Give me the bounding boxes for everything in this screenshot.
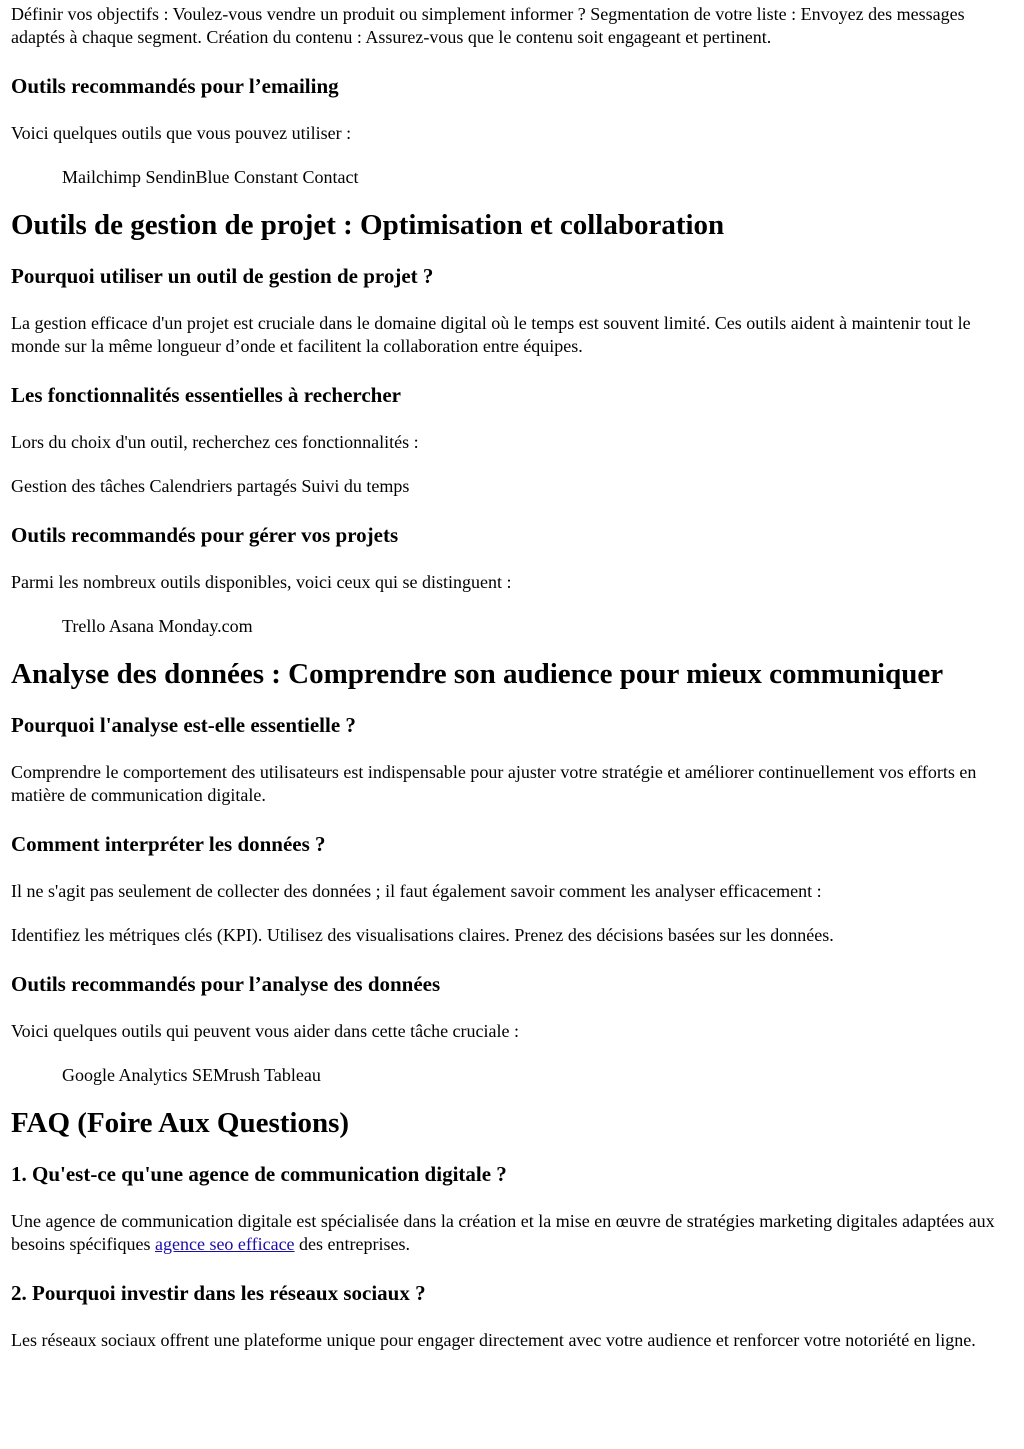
pm-why-heading: Pourquoi utiliser un outil de gestion de projet ? [11,264,434,288]
data-analysis-section-title: Analyse des données : Comprendre son audience pour mieux communiquer [11,658,944,690]
data-why-heading: Pourquoi l'analyse est-elle essentielle ? [11,713,356,737]
intro-paragraph: Définir vos objectifs : Voulez-vous vendre un produit ou simplement informer ? Segmentation de votre liste : Envoyez des messages adaptés à chaque segment. Création du contenu : Assurez-vous que le contenu soit engageant et pertinent. [11,4,965,47]
emailing-tools-intro: Voici quelques outils que vous pouvez utiliser : [11,123,352,143]
emailing-tools-heading: Outils recommandés pour l’emailing [11,74,339,98]
faq2-answer: Les réseaux sociaux offrent une plateforme unique pour engager directement avec votre audience et renforcer votre notoriété en ligne. [11,1330,976,1350]
faq1-answer-before: Une agence de communication digitale est spécialisée dans la création et la mise en œuvre de stratégies marketing digitales adaptées aux besoins spécifiques [11,1211,995,1254]
pm-why-text: La gestion efficace d'un projet est cruciale dans le domaine digital où le temps est souvent limité. Ces outils aident à maintenir tout le monde sur la même longueur d’onde et facilitent la collaboration entre équipes. [11,313,971,356]
faq1-answer [11,1210,1013,1256]
pm-features-heading: Les fonctionnalités essentielles à rechercher [11,383,401,407]
pm-tools-intro: Parmi les nombreux outils disponibles, voici ceux qui se distinguent : [11,572,512,592]
pm-tools-heading: Outils recommandés pour gérer vos projets [11,523,399,547]
data-interpret-heading: Comment interpréter les données ? [11,832,326,856]
pm-features-list: Gestion des tâches Calendriers partagés Suivi du temps [11,476,410,496]
data-why-text: Comprendre le comportement des utilisateurs est indispensable pour ajuster votre stratégie et améliorer continuellement vos efforts en matière de communication digitale. [11,762,977,805]
pm-features-intro: Lors du choix d'un outil, recherchez ces fonctionnalités : [11,432,419,452]
agence-seo-link[interactable]: agence seo efficace [154,1234,295,1254]
data-interpret-list: Identifiez les métriques clés (KPI). Utilisez des visualisations claires. Prenez des décisions basées sur les données. [11,925,834,945]
project-management-section-title: Outils de gestion de projet : Optimisation et collaboration [11,209,725,241]
pm-tools-list: Trello Asana Monday.com [62,616,253,636]
emailing-tools-list: Mailchimp SendinBlue Constant Contact [62,167,359,187]
data-tools-intro: Voici quelques outils qui peuvent vous aider dans cette tâche cruciale : [11,1021,520,1041]
faq-title: FAQ (Foire Aux Questions) [11,1107,350,1139]
article [0,3,1024,1352]
data-tools-heading: Outils recommandés pour l’analyse des données [11,972,441,996]
data-tools-list: Google Analytics SEMrush Tableau [62,1065,321,1085]
faq1-question: 1. Qu'est-ce qu'une agence de communication digitale ? [11,1162,507,1186]
faq1-answer-after: des entreprises. [294,1234,411,1254]
data-interpret-text: Il ne s'agit pas seulement de collecter des données ; il faut également savoir comment les analyser efficacement : [11,881,822,901]
faq2-question: 2. Pourquoi investir dans les réseaux sociaux ? [11,1281,426,1305]
